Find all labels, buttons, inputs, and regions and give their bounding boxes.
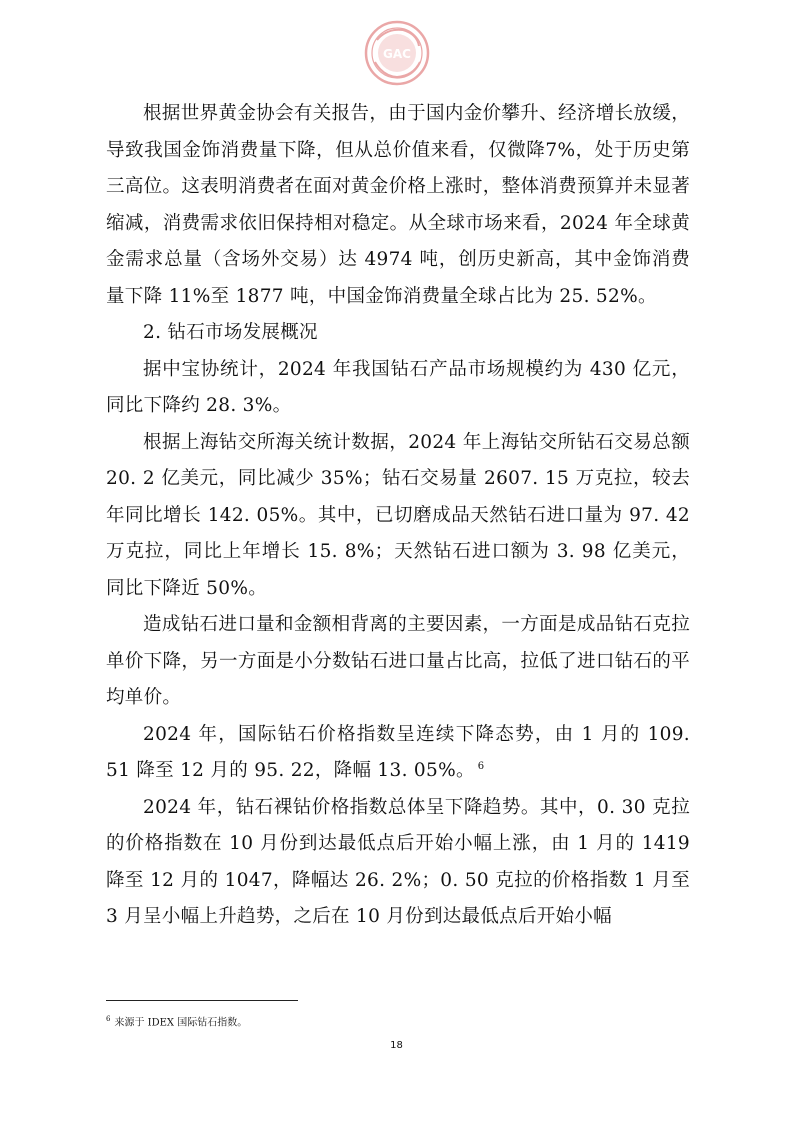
section-heading-diamond-market: 2. 钻石市场发展概况	[143, 322, 318, 343]
footnote-divider	[106, 1000, 298, 1001]
price-index-text: 2024 年，国际钻石价格指数呈连续下降态势，由 1 月的 109. 51 降至 12 月的 95. 22，降幅 13. 05%。	[106, 723, 690, 781]
body-text	[106, 96, 690, 936]
footnote-reference: 6	[477, 760, 485, 772]
paragraph-market-size: 据中宝协统计，2024 年我国钻石产品市场规模约为 430 亿元，同比下降约 28. 3%。	[106, 358, 690, 416]
gac-seal-icon	[363, 20, 431, 86]
footnote-text: 来源于 IDEX 国际钻石指数。	[114, 1017, 248, 1029]
page-number: 18	[390, 1040, 403, 1051]
paragraph-loose-diamond-index: 2024 年，钻石裸钻价格指数总体呈下降趋势。其中，0. 30 克拉的价格指数在 10 月份到达最低点后开始小幅上涨，由 1 月的 1419 降至 12 月的 1047，降幅达 26. 2%；0. 50 克拉的价格指数 1 月至 3 月呈小幅上升趋势，之后在 10 月份到达最低点后开始小幅	[106, 796, 690, 927]
footnote	[106, 1012, 247, 1030]
gac-logo	[363, 20, 431, 86]
paragraph-import-divergence: 造成钻石进口量和金额相背离的主要因素，一方面是成品钻石克拉单价下降，另一方面是小分数钻石进口量占比高，拉低了进口钻石的平均单价。	[106, 614, 690, 708]
logo-text: GAC	[383, 47, 411, 61]
footnote-mark: 6	[106, 1015, 111, 1023]
paragraph-gold-consumption: 根据世界黄金协会有关报告，由于国内金价攀升、经济增长放缓，导致我国金饰消费量下降，但从总价值来看，仅微降7%，处于历史第三高位。这表明消费者在面对黄金价格上涨时，整体消费预算并未显著缩减，消费需求依旧保持相对稳定。从全球市场来看，2024 年全球黄金需求总量（含场外交易）达 4974 吨，创历史新高，其中金饰消费量下降 11%至 1877 吨，中国金饰消费量全球占比为 25. 52%。	[106, 103, 690, 307]
paragraph-price-index	[106, 717, 690, 790]
paragraph-shanghai-exchange: 根据上海钻交所海关统计数据，2024 年上海钻交所钻石交易总额 20. 2 亿美元，同比减少 35%；钻石交易量 2607. 15 万克拉，较去年同比增长 142. 05%。其中，已切磨成品天然钻石进口量为 97. 42 万克拉，同比上年增长 15. 8%；天然钻石进口额为 3. 98 亿美元，同比下降近 50%。	[106, 431, 690, 599]
